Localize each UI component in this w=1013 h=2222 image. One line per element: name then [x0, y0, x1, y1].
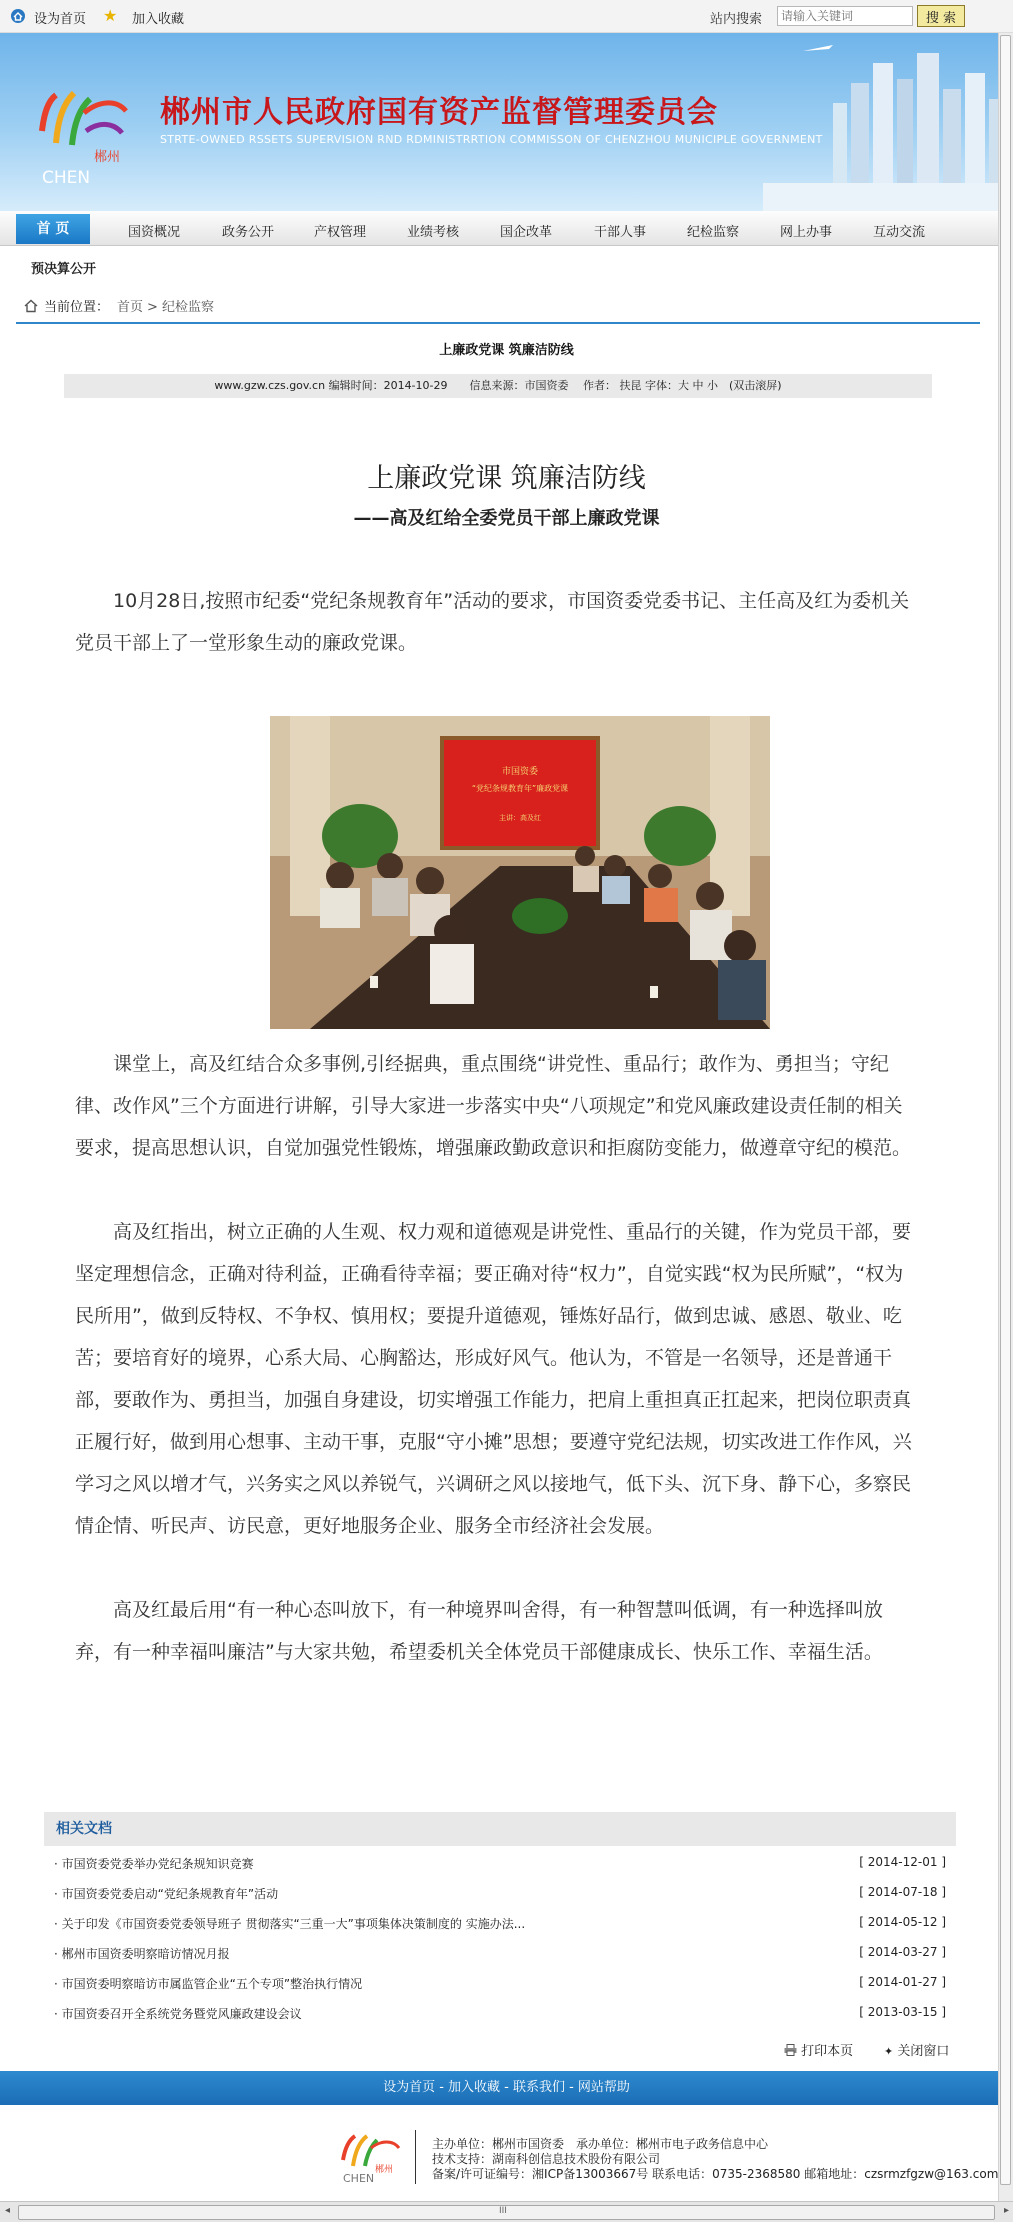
search-label: 站内搜索	[710, 12, 763, 27]
close-window-button[interactable]: ✦ 关闭窗口	[884, 2044, 950, 2059]
photo-banner-line1: 市国资委	[501, 767, 539, 777]
horizontal-scroll-thumb[interactable]	[18, 2205, 995, 2220]
top-bar	[0, 0, 1013, 33]
close-icon: ✦	[884, 2045, 894, 2058]
horizontal-scrollbar[interactable]	[0, 2201, 1013, 2222]
article-paragraph: 高及红最后用“有一种心态叫放下，有一种境界叫舍得，有一种智慧叫低调，有一种选择叫放弃，有一种幸福叫廉洁”与大家共勉，希望委机关全体党员干部健康成长、快乐工作、幸福生活。	[75, 1599, 883, 1663]
footer-contact: 备案/许可证编号：湘ICP备13003667号 联系电话：0735-2368580 邮箱地址：czsrmzfgzw@163.com	[432, 2167, 999, 2181]
breadcrumb-section[interactable]: 纪检监察	[161, 300, 214, 315]
nav-item-overview[interactable]: 国资概况	[128, 225, 181, 240]
related-docs-heading: 相关文档	[44, 1812, 956, 1846]
article-short-title: 上廉政党课 筑廉洁防线	[439, 343, 574, 358]
vertical-scrollbar[interactable]	[998, 33, 1013, 2201]
breadcrumb	[24, 296, 214, 315]
nav-item-personnel[interactable]: 干部人事	[594, 225, 647, 240]
article-title: 上廉政党课 筑廉洁防线	[367, 463, 646, 494]
related-item-date: [ 2013-03-15 ]	[859, 2005, 946, 2019]
site-logo	[34, 73, 134, 193]
article-subtitle: ——高及红给全委党员干部上廉政党课	[353, 508, 660, 529]
add-favorite-link[interactable]: 加入收藏	[132, 12, 185, 27]
breadcrumb-separator: >	[147, 300, 158, 315]
site-subtitle: STRTE-OWNED RSSETS SUPERVISION RND RDMINISTRRTION COMMISSON OF CHENZHOU MUNICIPLE GOVERNMENT	[160, 133, 823, 146]
header-banner	[0, 33, 1013, 211]
scroll-right-icon[interactable]: ▸	[1003, 2205, 1009, 2216]
nav-item-performance[interactable]: 业绩考核	[407, 225, 460, 240]
related-item-date: [ 2014-01-27 ]	[859, 1975, 946, 1989]
article-photo	[270, 716, 770, 1029]
site-title: 郴州市人民政府国有资产监督管理委员会	[160, 95, 718, 130]
related-item-title[interactable]: · 市国资委党委举办党纪条规知识竞赛	[54, 1857, 254, 1871]
vertical-scroll-thumb[interactable]	[1000, 35, 1011, 2185]
logo-text: 郴州	[94, 150, 121, 165]
nav-item-home[interactable]: 首 页	[16, 214, 90, 244]
list-item[interactable]	[54, 1855, 946, 1873]
set-home-link[interactable]: 设为首页	[34, 12, 87, 27]
footer-links[interactable]: 设为首页 - 加入收藏 - 联系我们 - 网站帮助	[0, 2071, 1013, 2105]
footer-support: 技术支持：湖南科创信息技术股份有限公司	[432, 2152, 661, 2166]
nav-item-public-affairs[interactable]: 政务公开	[222, 225, 275, 240]
list-item[interactable]	[54, 2005, 946, 2023]
list-item[interactable]	[54, 1915, 946, 1933]
nav-item-interaction[interactable]: 互动交流	[873, 225, 926, 240]
related-item-date: [ 2014-05-12 ]	[859, 1915, 946, 1929]
article-paragraph: 10月28日,按照市纪委“党纪条规教育年”活动的要求，市国资委党委书记、主任高及红为委机关党员干部上了一堂形象生动的廉政党课。	[75, 590, 910, 654]
nav-item-discipline[interactable]: 纪检监察	[687, 225, 740, 240]
logo-sub: CHEN	[42, 168, 91, 188]
print-button[interactable]: 打印本页	[784, 2040, 853, 2059]
scroll-left-icon[interactable]: ◂	[5, 2205, 11, 2216]
footer-divider	[415, 2130, 416, 2184]
main-nav	[0, 211, 1013, 246]
footer-logo	[335, 2124, 405, 2184]
footer-logo-text: 郴州	[375, 2165, 394, 2175]
home-icon	[10, 8, 26, 24]
nav-item-property[interactable]: 产权管理	[314, 225, 367, 240]
list-item[interactable]	[54, 1885, 946, 1903]
related-item-title[interactable]: · 郴州市国资委明察暗访情况月报	[54, 1947, 230, 1961]
search-button[interactable]: 搜 索	[917, 5, 965, 27]
nav-item-reform[interactable]: 国企改革	[500, 225, 553, 240]
related-item-date: [ 2014-12-01 ]	[859, 1855, 946, 1869]
house-icon	[24, 299, 38, 313]
photo-banner-line3: 主讲：高及红	[499, 814, 541, 822]
breadcrumb-home[interactable]: 首页	[117, 300, 144, 315]
scroll-grip-icon: III	[499, 2206, 507, 2216]
nav-item-online-service[interactable]: 网上办事	[780, 225, 833, 240]
search-input[interactable]	[777, 6, 913, 26]
list-item[interactable]	[54, 1945, 946, 1963]
footer-logo-sub: CHEN	[343, 2172, 375, 2184]
article-paragraph: 课堂上，高及红结合众多事例,引经据典，重点围绕“讲党性、重品行；敢作为、勇担当；守纪律、改作风”三个方面进行讲解，引导大家进一步落实中央“八项规定”和党风廉政建设责任制的相关要求，提高思想认识，自觉加强党性锻炼，增强廉政勤政意识和拒腐防变能力，做遵章守纪的模范。	[75, 1053, 912, 1159]
nav-item-budget[interactable]: 预决算公开	[31, 262, 97, 277]
list-item[interactable]	[54, 1975, 946, 1993]
related-item-date: [ 2014-03-27 ]	[859, 1945, 946, 1959]
print-icon	[784, 2044, 797, 2056]
breadcrumb-label: 当前位置：	[44, 300, 110, 315]
related-item-title[interactable]: · 市国资委召开全系统党务暨党风廉政建设会议	[54, 2007, 302, 2021]
related-item-date: [ 2014-07-18 ]	[859, 1885, 946, 1899]
city-skyline-image	[763, 33, 1013, 211]
article-meta: www.gzw.czs.gov.cn 编辑时间：2014-10-29 信息来源：市国资委 作者： 扶昆 字体：大 中 小 (双击滚屏)	[64, 374, 932, 398]
article-paragraph: 高及红指出，树立正确的人生观、权力观和道德观是讲党性、重品行的关键，作为党员干部，要坚定理想信念，正确对待利益，正确看待幸福；要正确对待“权力”，自觉实践“权为民所赋”，“权为民所用”，做到反特权、不争权、慎用权；要提升道德观，锤炼好品行，做到忠诚、感恩、敬业、吃苦；要培育好的境界，心系大局、心胸豁达，形成好风气。他认为，不管是一名领导，还是普通干部，要敢作为、勇担当，加强自身建设，切实增强工作能力，把肩上重担真正扛起来，把岗位职责真正履行好，做到用心想事、主动干事，克服“守小摊”思想；要遵守党纪法规，切实改进工作作风，兴学习之风以增才气，兴务实之风以养锐气，兴调研之风以接地气，低下头、沉下身、静下心，多察民情企情、听民声、访民意，更好地服务企业、服务全市经济社会发展。	[75, 1221, 912, 1537]
related-item-title[interactable]: · 关于印发《市国资委党委领导班子 贯彻落实“三重一大”事项集体决策制度的 实施办法...	[54, 1917, 526, 1931]
related-item-title[interactable]: · 市国资委党委启动“党纪条规教育年”活动	[54, 1887, 279, 1901]
footer-organizer: 主办单位：郴州市国资委 承办单位：郴州市电子政务信息中心	[432, 2137, 769, 2151]
related-item-title[interactable]: · 市国资委明察暗访市属监管企业“五个专项”整治执行情况	[54, 1977, 363, 1991]
star-icon: ★	[103, 6, 118, 25]
breadcrumb-divider	[16, 322, 980, 324]
photo-banner-line2: “党纪条规教育年”廉政党课	[471, 784, 569, 793]
